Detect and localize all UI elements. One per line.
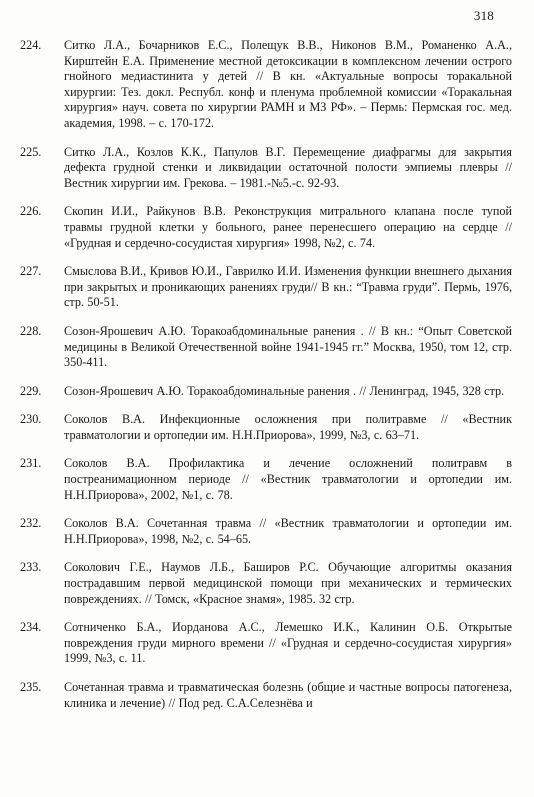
reference-text: Соколов В.А. Профилактика и лечение осложнений политравм в постреанимационном периоде // «Вестник травматологии и ортопедии им. Н.Н.Приорова», 2002, №1, с. 78. bbox=[64, 456, 512, 502]
reference-text: Соколов В.А. Сочетанная травма // «Вестник травматологии и ортопедии им. Н.Н.Приорова», 1998, №2, с. 54–65. bbox=[64, 516, 512, 546]
reference-item bbox=[20, 456, 512, 503]
reference-list bbox=[20, 38, 512, 724]
reference-item bbox=[20, 38, 512, 132]
reference-number: 235. bbox=[20, 680, 42, 694]
reference-text: Ситко Л.А., Бочарников Е.С., Полещук В.В., Никонов В.М., Романенко А.А., Кирштейн Е.А. Применение местной детоксикации в комплексном лечении острого гнойного медиастинита у детей // В кн. «Актуальные вопросы торакальной хирургии: Тез. докл. Республ. конф и пленума проблемной комиссии «Торакальная хирургия» науч. совета по хирургии РАМН и МЗ РФ». – Пермь: Пермская гос. мед. академия, 1998. – с. 170-172. bbox=[64, 38, 512, 130]
reference-item bbox=[20, 620, 512, 667]
reference-text: Соколов В.А. Инфекционные осложнения при политравме // «Вестник травматологии и ортопедии им. Н.Н.Приорова», 1999, №3, с. 63–71. bbox=[64, 412, 512, 442]
reference-text: Сочетанная травма и травматическая болезнь (общие и частные вопросы патогенеза, клиника и лечение) // Под ред. С.А.Селезнёва и bbox=[64, 680, 512, 710]
reference-number: 225. bbox=[20, 144, 42, 159]
reference-text: Созон-Ярошевич А.Ю. Торакоабдоминальные ранения . // Ленинград, 1945, 328 стр. bbox=[64, 383, 505, 398]
reference-text: Смыслова В.И., Кривов Ю.И., Гаврилко И.И. Изменения функции внешнего дыхания при закрытых и проникающих ранениях груди// В кн.: “Травма груди”. Пермь, 1976, стр. 50-51. bbox=[64, 264, 512, 310]
reference-item bbox=[20, 384, 512, 400]
reference-number: 224. bbox=[20, 38, 42, 52]
reference-number: 233. bbox=[20, 560, 42, 575]
reference-item bbox=[20, 145, 512, 192]
reference-text: Ситко Л.А., Козлов К.К., Папулов В.Г. Перемещение диафрагмы для закрытия дефекта грудной стенки и ликвидации остаточной полости эмпиемы плевры // Вестник хирургии им. Грекова. – 1981.-№5.-с. 92-93. bbox=[64, 144, 512, 190]
reference-text: Созон-Ярошевич А.Ю. Торакоабдоминальные ранения . // В кн.: “Опыт Советской медицины в Великой Отечественной войне 1941-1945 гг.” Москва, 1950, том 12, стр. 350-411. bbox=[64, 323, 512, 370]
reference-text: Соколович Г.Е., Наумов Л.Б., Баширов Р.С. Обучающие алгоритмы оказания пострадавшим первой медицинской помощи при механических и термических повреждениях. // Томск, «Красное знамя», 1985. 32 стр. bbox=[64, 560, 512, 606]
reference-item bbox=[20, 680, 512, 711]
page-number: 318 bbox=[473, 8, 494, 23]
reference-number: 232. bbox=[20, 516, 42, 531]
reference-number: 234. bbox=[20, 620, 42, 635]
reference-number: 228. bbox=[20, 323, 42, 338]
reference-item bbox=[20, 560, 512, 607]
reference-number: 230. bbox=[20, 412, 42, 427]
reference-number: 226. bbox=[20, 204, 42, 219]
reference-item bbox=[20, 412, 512, 443]
reference-item bbox=[20, 204, 512, 251]
reference-number: 231. bbox=[20, 456, 42, 471]
reference-number: 227. bbox=[20, 264, 42, 279]
reference-text: Скопин И.И., Райкунов В.В. Реконструкция митрального клапана после тупой травмы грудной клетки у больного, ранее перенесшего операцию на сердце // «Грудная и сердечно-сосудистая хирургия» 1998, №2, с. 74. bbox=[64, 204, 512, 250]
reference-item bbox=[20, 264, 512, 311]
reference-item bbox=[20, 324, 512, 371]
reference-item bbox=[20, 516, 512, 547]
reference-number: 229. bbox=[20, 383, 42, 398]
reference-text: Сотниченко Б.А., Иорданова А.С., Лемешко И.К., Калинин О.Б. Открытые повреждения груди мирного времени // «Грудная и сердечно-сосудистая хирургия» 1999, №3, с. 11. bbox=[64, 620, 512, 666]
